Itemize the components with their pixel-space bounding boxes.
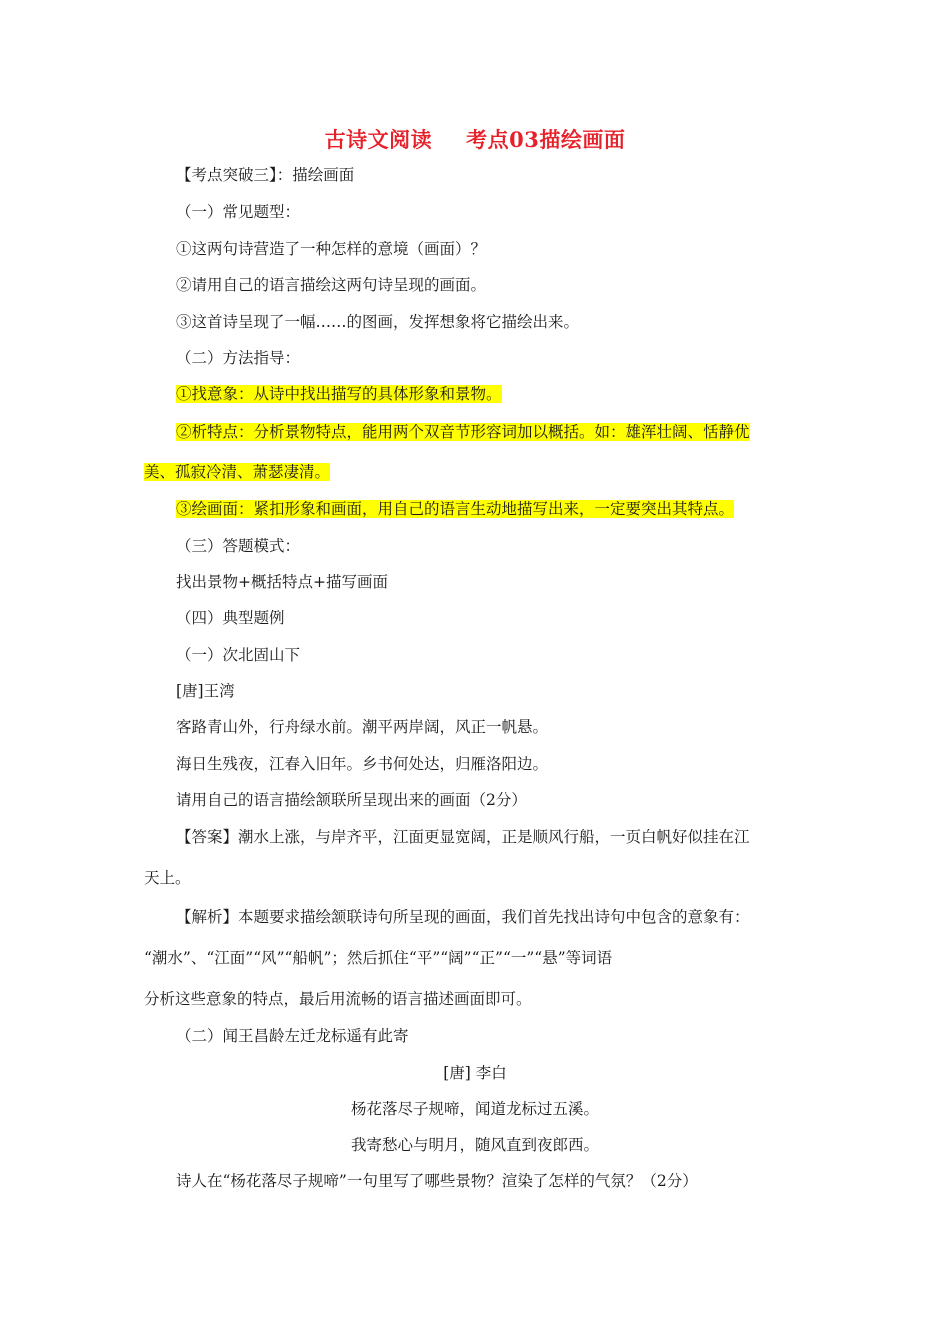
- question-type-2: ②请用自己的语言描绘这两句诗呈现的画面。: [176, 276, 487, 294]
- analysis-1-cont-2: 分析这些意象的特点，最后用流畅的语言描述画面即可。: [144, 990, 532, 1008]
- highlighted-text: ③绘画面：紧扣形象和画面，用自己的语言生动地描写出来，一定要突出其特点。: [176, 500, 735, 518]
- title-left: 古诗文阅读: [324, 127, 433, 152]
- question-type-1: ①这两句诗营造了一种怎样的意境（画面）？: [176, 240, 487, 258]
- method-step-3: [176, 498, 734, 520]
- poem-2-line-2: 我寄愁心与明月，随风直到夜郎西。: [350, 1136, 599, 1154]
- analysis-1-cont-1: “潮水”、“江面”“风”“船帆”；然后抓住“平”“阔”“正”“一”“悬”等词语: [144, 949, 613, 967]
- highlighted-text: ①找意象：从诗中找出描写的具体形象和景物。: [176, 385, 502, 403]
- title-right: 考点03描绘画面: [466, 127, 626, 152]
- poem-1-title: （一）次北固山下: [176, 646, 301, 664]
- subheading-question-types: （一）常见题型：: [176, 203, 301, 221]
- poem-1-line-1: 客路青山外，行舟绿水前。潮平两岸阔，风正一帆悬。: [176, 718, 549, 736]
- answer-pattern: 找出景物+概括特点+描写画面: [176, 573, 388, 591]
- subheading-answer-pattern: （三）答题模式：: [176, 537, 301, 555]
- answer-1: 【答案】潮水上涨，与岸齐平，江面更显宽阔，正是顺风行船，一页白帆好似挂在江: [176, 828, 750, 846]
- highlighted-text: 美、孤寂冷清、萧瑟凄清。: [144, 463, 331, 481]
- highlighted-text: ②析特点：分析景物特点，能用两个双音节形容词加以概括。如：雄浑壮阔、恬静优: [176, 423, 750, 441]
- question-2: 诗人在“杨花落尽子规啼”一句里写了哪些景物？渲染了怎样的气氛？（2分）: [176, 1172, 698, 1190]
- method-step-1: [176, 383, 502, 405]
- poem-2-title: （二）闻王昌龄左迁龙标遥有此寄: [176, 1027, 409, 1045]
- page-title: [0, 124, 950, 154]
- poem-1-line-2: 海日生残夜，江春入旧年。乡书何处达，归雁洛阳边。: [176, 755, 549, 773]
- question-type-3: ③这首诗呈现了一幅……的图画，发挥想象将它描绘出来。: [176, 313, 580, 331]
- answer-1-cont: 天上。: [144, 869, 191, 887]
- method-step-2-cont: [144, 461, 330, 483]
- method-step-2: [176, 421, 750, 443]
- section-heading: 【考点突破三】：描绘画面: [176, 166, 355, 184]
- subheading-examples: （四）典型题例: [176, 609, 285, 627]
- poem-1-author: [唐]王湾: [176, 682, 235, 700]
- analysis-1: 【解析】本题要求描绘颔联诗句所呈现的画面，我们首先找出诗句中包含的意象有：: [176, 908, 750, 926]
- subheading-method: （二）方法指导：: [176, 349, 301, 367]
- poem-2-line-1: 杨花落尽子规啼，闻道龙标过五溪。: [350, 1100, 599, 1118]
- question-1: 请用自己的语言描绘颔联所呈现出来的画面（2分）: [176, 791, 527, 809]
- poem-2-author: [唐] 李白: [443, 1064, 507, 1082]
